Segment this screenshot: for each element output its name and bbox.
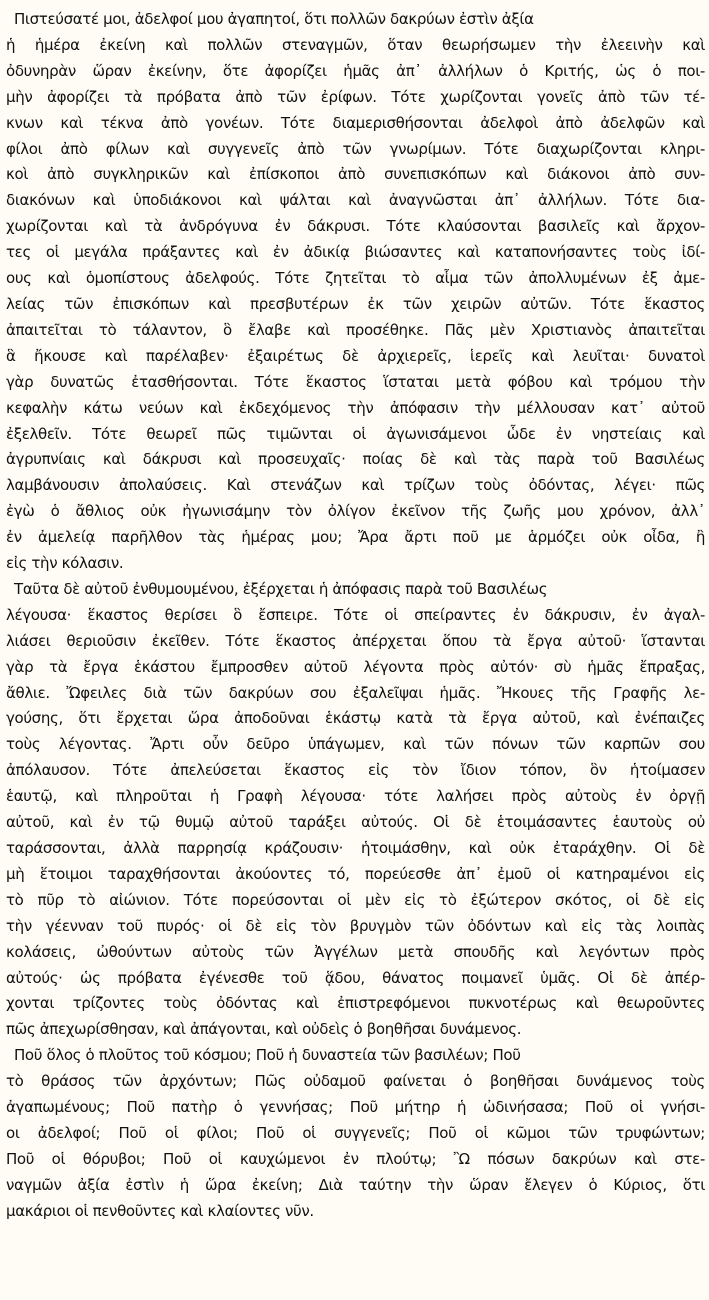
text-line: Ποῦ ὅλος ὁ πλοῦτος τοῦ κόσμου; Ποῦ ἡ δυναστεία τῶν βασιλέων; Ποῦ — [14, 1046, 521, 1065]
paragraph — [6, 7, 705, 577]
text-line: ἀγρυπνίαις καὶ δάκρυσι καὶ προσευχαῖς· ποίας δὲ καὶ τὰς παρὰ τοῦ Βασιλέως — [6, 450, 705, 469]
text-line: οι ἀδελφοί; Ποῦ οἱ φίλοι; Ποῦ οἱ συγγενεῖς; Ποῦ οἱ κῶμοι τῶν τρυφώντων; — [6, 1123, 705, 1142]
text-line: ους καὶ ὁμοπίστους ἀδελφούς. Τότε ζητεῖται τὸ αἷμα τῶν ἀπολλυμένων ἐξ ἀμε- — [6, 269, 705, 288]
text-line: ἀπαιτεῖται τὸ τάλαντον, ὃ ἔλαβε καὶ προσέθηκε. Πᾶς μὲν Χριστιανὸς ἀπαιτεῖται — [6, 320, 705, 339]
text-line: ἡ ἡμέρα ἐκείνη καὶ πολλῶν στεναγμῶν, ὅταν θεωρήσωμεν τὴν ἐλεεινὴν καὶ — [6, 35, 705, 54]
text-line: κνων καὶ τέκνα ἀπὸ γονέων. Τότε διαμερισθήσονται ἀδελφοὶ ἀπὸ ἀδελφῶν καὶ — [6, 113, 705, 132]
text-line: γούσης, ὅτι ἔρχεται ὥρα ἀποδοῦναι ἑκάστῳ κατὰ τὰ ἔργα αὐτοῦ, καὶ ἐνέπαιζες — [6, 709, 705, 728]
text-line: κοὶ ἀπὸ συγκληρικῶν καὶ ἐπίσκοποι ἀπὸ συνεπισκόπων καὶ διάκονοι ἀπὸ συν- — [6, 165, 705, 184]
text-line: αὐτοῦ, καὶ ἐν τῷ θυμῷ αὐτοῦ ταράξει αὐτούς. Οἱ δὲ ἑτοιμάσαντες ἑαυτοὺς οὐ — [6, 813, 705, 832]
text-line: γὰρ τὰ ἔργα ἑκάστου ἔμπροσθεν αὐτοῦ λέγοντα πρὸς αὐτόν· σὺ ἡμᾶς ἔπραξας, — [6, 657, 705, 676]
text-line: ἄθλιε. Ὤφειλες διὰ τῶν δακρύων σου ἐξαλεῖψαι ἡμᾶς. Ἤκουες τῆς Γραφῆς λε- — [6, 683, 705, 702]
text-line: κολάσεις, ὠθούντων αὐτοὺς τῶν Ἀγγέλων μετὰ σπουδῆς καὶ λεγόντων πρὸς — [6, 942, 705, 961]
text-line: λιάσει θεριοῦσιν ἐκεῖθεν. Τότε ἕκαστος ἀπέρχεται ὅπου τὰ ἔργα αὐτοῦ· ἵστανται — [6, 631, 705, 650]
body-text — [6, 7, 705, 1225]
text-line: μακάριοι οἱ πενθοῦντες καὶ κλαίοντες νῦν. — [6, 1201, 314, 1220]
text-line: κεφαλὴν κάτω νεύων καὶ ἐκδεχόμενος τὴν ἀπόφασιν τὴν μέλλουσαν κατ᾽ αὐτοῦ — [6, 398, 705, 417]
text-line: τοὺς λέγοντας. Ἄρτι οὖν δεῦρο ὑπάγωμεν, καὶ τῶν πόνων τῶν καρπῶν σου — [6, 735, 705, 754]
text-line: ὀδυνηρὰν ὥραν ἐκείνην, ὅτε ἀφορίζει ἡμᾶς ἀπ᾽ ἀλλήλων ὁ Κριτής, ὡς ὁ ποι- — [6, 61, 705, 80]
text-line: φίλοι ἀπὸ φίλων καὶ συγγενεῖς ἀπὸ τῶν γνωρίμων. Τότε διαχωρίζονται κληρι- — [6, 139, 705, 158]
text-line: ἐν ἀμελείᾳ παρῆλθον τὰς ἡμέρας μου; Ἄρα ἄρτι ποῦ με ἁρμόζει οὐκ οἶδα, ἢ — [6, 528, 705, 547]
text-line: γὰρ δυνατῶς ἐτασθήσονται. Τότε ἕκαστος ἵσταται μετὰ φόβου καὶ τρόμου τὴν — [6, 372, 705, 391]
text-line: εἰς τὴν κόλασιν. — [6, 554, 124, 573]
text-line: ταράσσονται, ἀλλὰ παρρησίᾳ κράζουσιν· ἡτοιμάσθην, καὶ οὐκ ἐταράχθην. Οἱ δὲ — [6, 839, 705, 857]
text-line: ἑαυτῷ, καὶ πληροῦται ἡ Γραφὴ λέγουσα· τότε λαλήσει πρὸς αὐτοὺς ἐν ὀργῇ — [6, 787, 705, 806]
text-line: τὸ θράσος τῶν ἀρχόντων; Πῶς οὐδαμοῦ φαίνεται ὁ βοηθῆσαι δυνάμενος τοὺς — [6, 1072, 705, 1091]
text-line: Ποῦ οἱ θόρυβοι; Ποῦ οἱ καυχώμενοι ἐν πλούτῳ; Ὢ πόσων δακρύων καὶ στε- — [6, 1149, 705, 1168]
text-line: ἐγὼ ὁ ἄθλιος οὐκ ἠγωνισάμην τὸν ὀλίγον ἐκεῖνον τῆς ζωῆς μου χρόνον, ἀλλ᾽ — [6, 502, 705, 521]
text-line: μὴν ἀφορίζει τὰ πρόβατα ἀπὸ τῶν ἐρίφων. Τότε χωρίζονται γονεῖς ἀπὸ τῶν τέ- — [6, 87, 705, 106]
text-line: μὴ ἕτοιμοι ταραχθήσονται ἀκούοντες τό, πορεύεσθε ἀπ᾽ ἐμοῦ οἱ κατηραμένοι εἰς — [6, 864, 705, 883]
text-line: χονται τρίζοντες τοὺς ὀδόντας καὶ ἐπιστρεφόμενοι πυκνοτέρως καὶ θεωροῦντες — [6, 994, 705, 1013]
text-line: ναγμῶν ἀξία ἐστὶν ἡ ὥρα ἐκείνη; Διὰ ταύτην τὴν ὥραν ἔλεγεν ὁ Κύριος, ὅτι — [6, 1175, 705, 1194]
text-line: ἐξελθεῖν. Τότε θεωρεῖ πῶς τιμῶνται οἱ ἀγωνισάμενοι ὧδε ἐν νηστείαις καὶ — [6, 424, 705, 443]
text-line: αὐτούς· ὡς πρόβατα ἐγένεσθε τοῦ ᾅδου, θάνατος ποιμανεῖ ὑμᾶς. Οἱ δὲ ἀπέρ- — [6, 968, 705, 987]
text-line: ἃ ἤκουσε καὶ παρέλαβεν· ἐξαιρέτως δὲ ἀρχιερεῖς, ἱερεῖς καὶ λευῖται· δυνατοὶ — [6, 346, 705, 365]
text-line: διακόνων καὶ ὑποδιάκονοι καὶ ψάλται καὶ ἀναγνῶσται ἀπ᾽ ἀλλήλων. Τότε δια- — [6, 191, 705, 210]
text-line: τὸ πῦρ τὸ αἰώνιον. Τότε πορεύσονται οἱ μὲν εἰς τὸ ἐξώτερον σκότος, οἱ δὲ εἰς — [6, 890, 705, 909]
text-line: πῶς ἀπεχωρίσθησαν, καὶ ἀπάγονται, καὶ οὐδεὶς ὁ βοηθῆσαι δυνάμενος. — [6, 1020, 522, 1039]
text-line: τες οἱ μεγάλα πράξαντες καὶ ἐν ἀδικίᾳ βιώσαντες καὶ καταπονήσαντες τοὺς ἰδί- — [6, 243, 705, 262]
text-line: Ταῦτα δὲ αὐτοῦ ἐνθυμουμένου, ἐξέρχεται ἡ ἀπόφασις παρὰ τοῦ Βασιλέως — [14, 579, 548, 598]
text-line: τὴν γέενναν τοῦ πυρός· οἱ δὲ εἰς τὸν βρυγμὸν τῶν ὀδόντων καὶ εἰς τὰς λοιπὰς — [6, 916, 705, 935]
text-line: ἀπόλαυσον. Τότε ἀπελεύσεται ἕκαστος εἰς τὸν ἴδιον τόπον, ὃν ἡτοίμασεν — [6, 761, 705, 780]
paragraph — [6, 577, 705, 1043]
text-line: ἀγαπωμένους; Ποῦ πατὴρ ὁ γεννήσας; Ποῦ μήτηρ ἡ ὠδινήσασα; Ποῦ οἱ γνήσι- — [6, 1098, 705, 1117]
text-line: λέγουσα· ἕκαστος θερίσει ὃ ἔσπειρε. Τότε οἱ σπείραντες ἐν δάκρυσιν, ἐν ἀγαλ- — [6, 605, 705, 624]
text-line: λείας τῶν ἐπισκόπων καὶ πρεσβυτέρων ἐκ τῶν χειρῶν αὐτῶν. Τότε ἕκαστος — [6, 294, 705, 313]
text-line: λαμβάνουσιν ἀπολαύσεις. Καὶ στενάζων καὶ τρίζων τοὺς ὀδόντας, λέγει· πῶς — [6, 476, 705, 495]
paragraph — [6, 1043, 705, 1224]
text-line: χωρίζονται καὶ τὰ ἀνδρόγυνα ἐν δάκρυσι. Τότε κλαύσονται βασιλεῖς καὶ ἄρχον- — [6, 217, 705, 236]
text-line: Πιστεύσατέ μοι, ἀδελφοί μου ἀγαπητοί, ὅτι πολλῶν δακρύων ἐστὶν ἀξία — [14, 10, 534, 28]
